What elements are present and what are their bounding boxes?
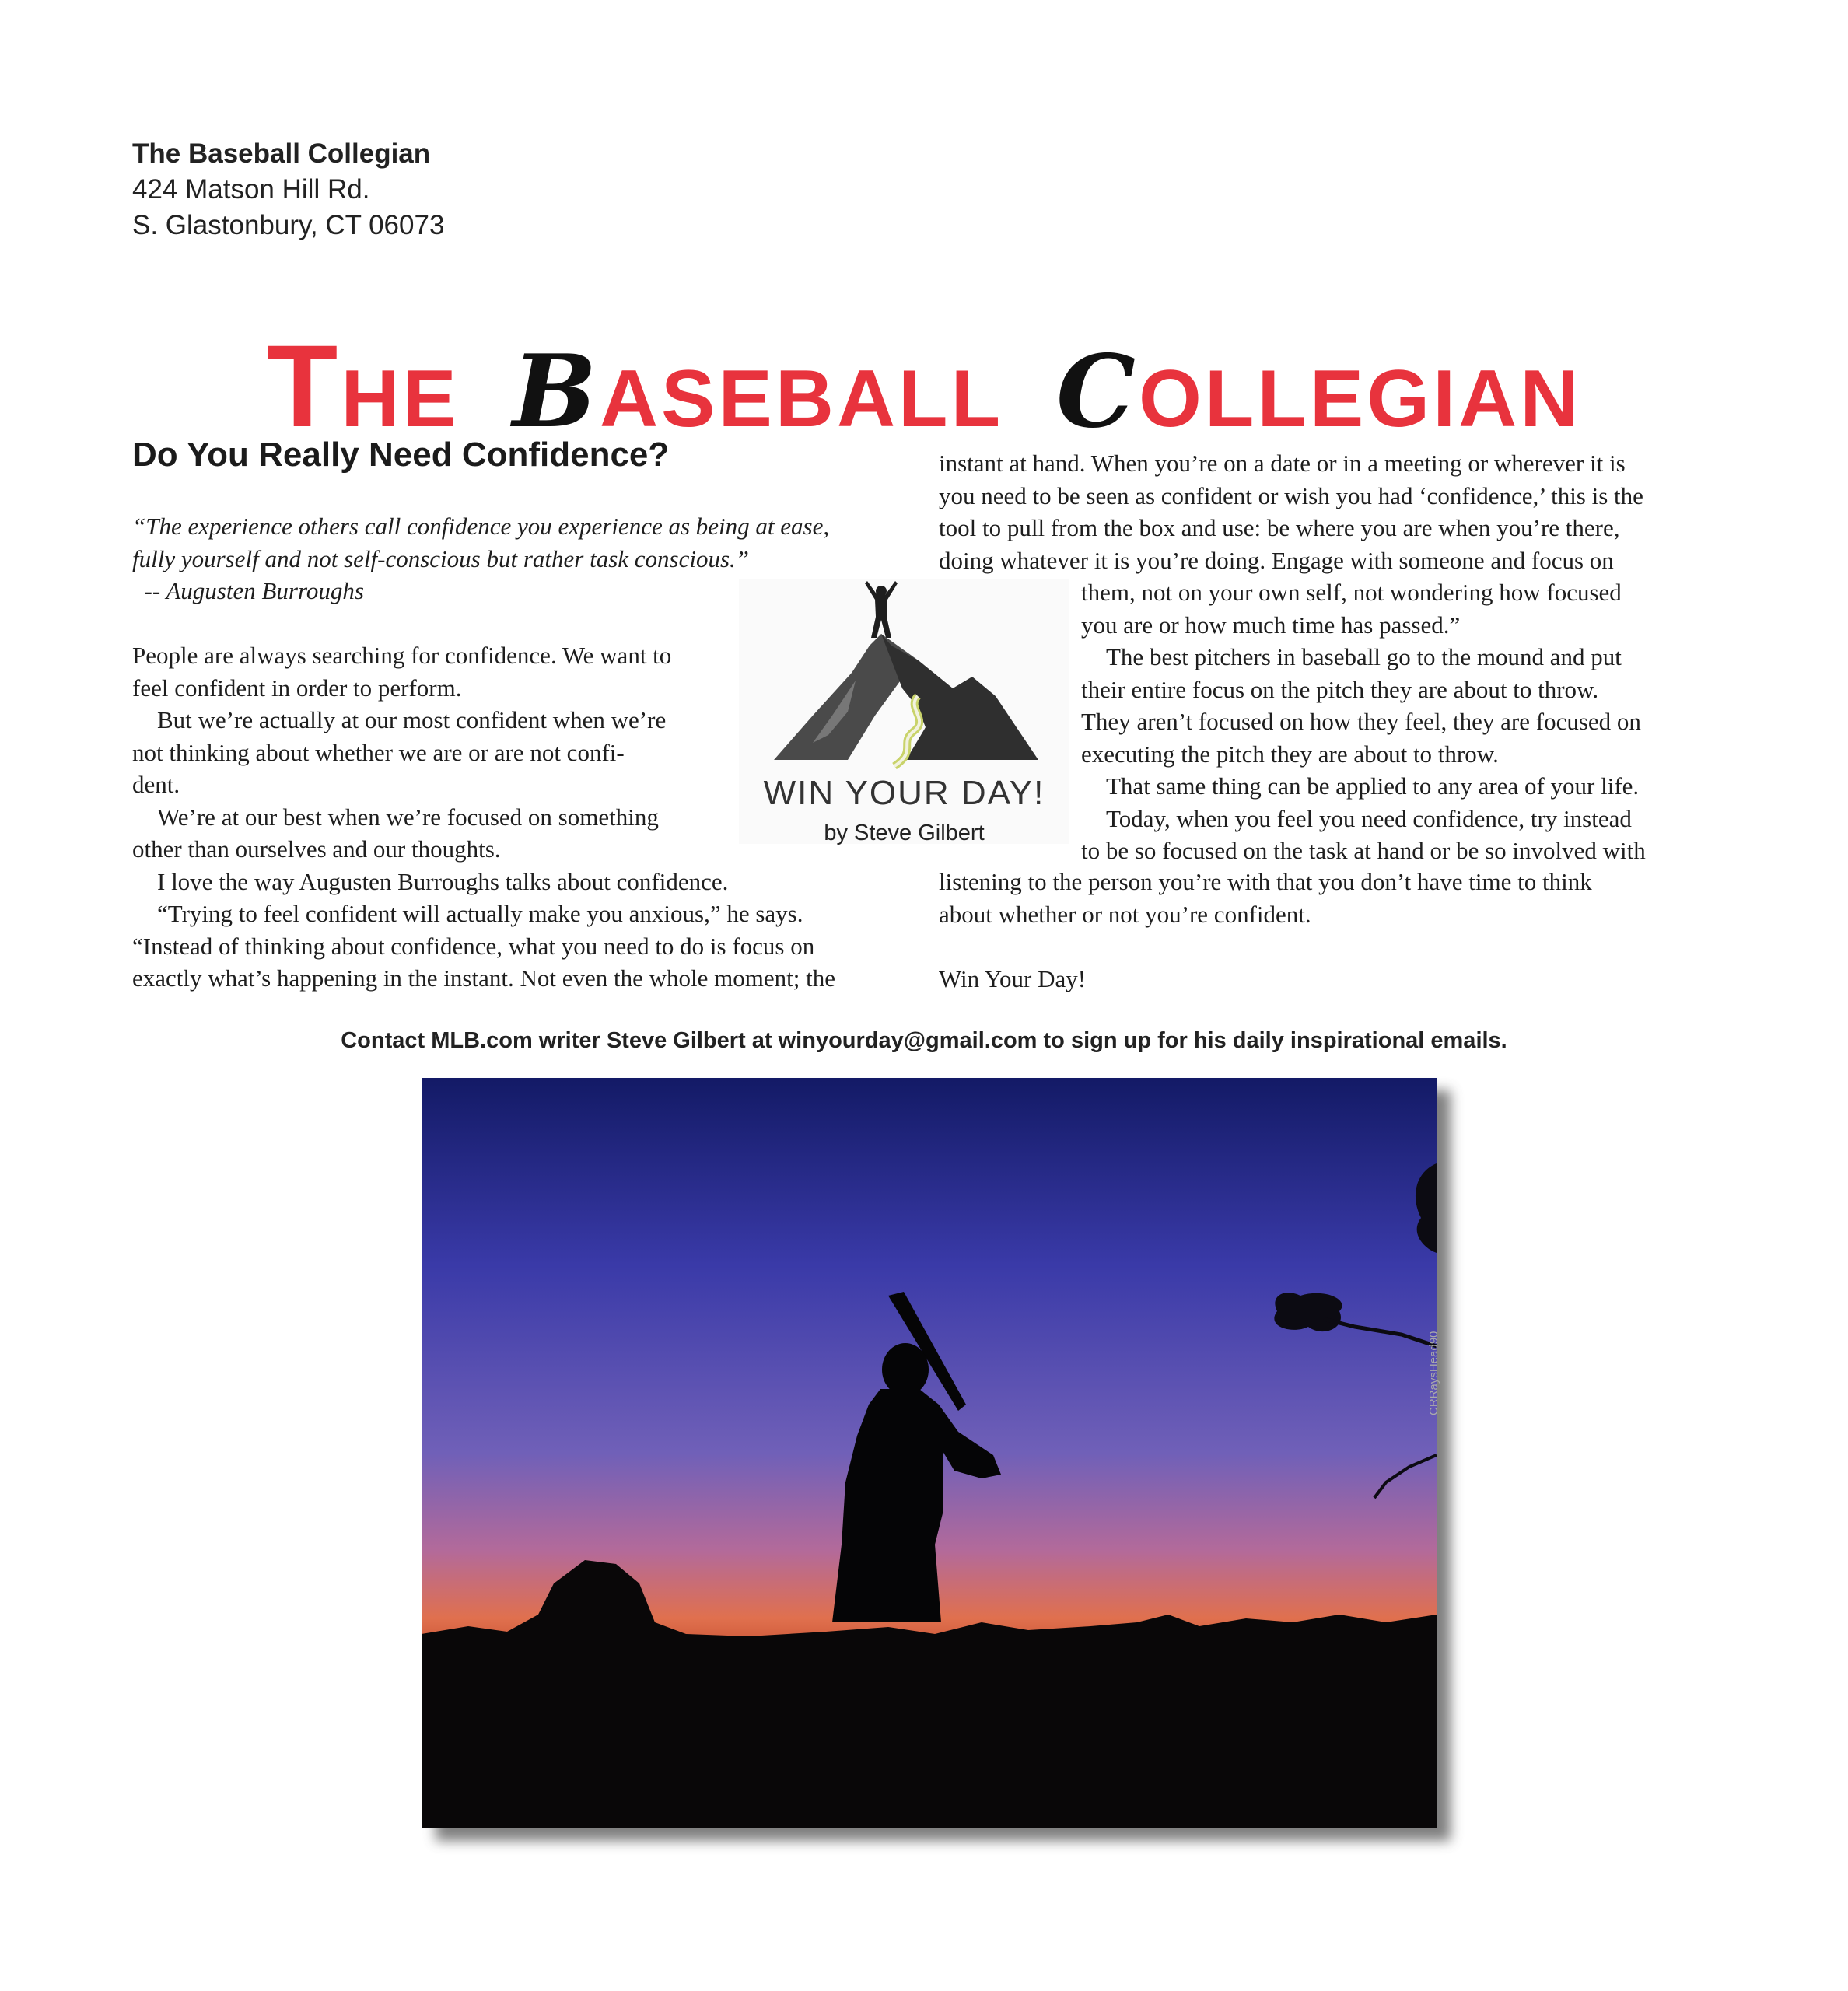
- return-address: [132, 136, 444, 243]
- body-line: tool to pull from the box and use: be where you are when you’re there,: [939, 514, 1620, 541]
- body-line: dent.: [132, 771, 180, 798]
- body-line: listening to the person you’re with that you don’t have time to think: [939, 868, 1592, 895]
- quote-attribution: -- Augusten Burroughs: [132, 577, 364, 604]
- masthead-word-the: THE: [266, 320, 460, 451]
- body-line: They aren’t focused on how they feel, they are focused on: [1081, 708, 1641, 735]
- body-line: not thinking about whether we are or are not confi-: [132, 738, 625, 766]
- batter-silhouette-photo: [422, 1078, 1437, 1828]
- body-line: other than ourselves and our thoughts.: [132, 835, 501, 863]
- body-line: them, not on your own self, not wondering how focused: [1081, 579, 1622, 606]
- sunset-batter-image: [422, 1078, 1437, 1828]
- body-line: That same thing can be applied to any area of your life.: [1106, 772, 1640, 800]
- body-line: their entire focus on the pitch they are about to throw.: [1081, 675, 1599, 703]
- body-column-right-wrap: [1081, 576, 1646, 867]
- epigraph-quote: [132, 510, 829, 607]
- win-your-day-logo: [739, 579, 1069, 844]
- article-signoff: Win Your Day!: [939, 964, 1087, 992]
- body-line: Today, when you feel you need confidence, try instead: [1106, 804, 1632, 832]
- city-state-zip: S. Glastonbury, CT 06073: [132, 210, 445, 240]
- body-column-right-top: [939, 447, 1643, 576]
- body-line: instant at hand. When you’re on a date or in a meeting or wherever it is: [939, 450, 1626, 477]
- mountain-icon: [739, 579, 1069, 774]
- body-line: executing the pitch they are about to throw.: [1081, 740, 1499, 768]
- body-line: “Trying to feel confident will actually make you anxious,” he says.: [157, 900, 803, 927]
- body-column-left: [132, 639, 835, 995]
- body-line: People are always searching for confidence. We want to: [132, 642, 672, 669]
- photo-credit: CRRaysHead90: [1427, 1331, 1440, 1415]
- body-line: But we’re actually at our most confident when we’re: [157, 706, 667, 733]
- body-line: doing whatever it is you’re doing. Engage with someone and focus on: [939, 546, 1614, 574]
- masthead-word-baseball: BASEBALL: [512, 334, 1004, 450]
- body-line: feel confident in order to perform.: [132, 674, 462, 702]
- quote-line: fully yourself and not self-conscious but rather task conscious.”: [132, 544, 750, 572]
- logo-brand-text: WIN YOUR DAY!: [763, 774, 1045, 812]
- body-line: to be so focused on the task at hand or be so involved with: [1081, 837, 1646, 864]
- body-line: you are or how much time has passed.”: [1081, 611, 1461, 639]
- body-line: We’re at our best when we’re focused on something: [157, 803, 659, 831]
- masthead-word-collegian: COLLEGIAN: [1056, 334, 1582, 450]
- body-column-right-bottom: [939, 866, 1592, 995]
- body-line: you need to be seen as confident or wish you had ‘confidence,’ this is the: [939, 481, 1643, 509]
- body-line: about whether or not you’re confident.: [939, 900, 1311, 928]
- publication-name: The Baseball Collegian: [132, 138, 431, 169]
- body-line: “Instead of thinking about confidence, what you need to do is focus on: [132, 932, 815, 960]
- masthead: [0, 319, 1848, 453]
- quote-line: “The experience others call confidence you experience as being at ease,: [132, 513, 830, 540]
- contact-line: Contact MLB.com writer Steve Gilbert at winyourday@gmail.com to sign up for his daily inspirational emails.: [341, 1028, 1507, 1053]
- body-line: exactly what’s happening in the instant. Not even the whole moment; the: [132, 964, 835, 992]
- article-headline: Do You Really Need Confidence?: [132, 436, 670, 474]
- street-address: 424 Matson Hill Rd.: [132, 174, 370, 205]
- logo-byline: by Steve Gilbert: [824, 821, 985, 845]
- body-line: I love the way Augusten Burroughs talks about confidence.: [157, 867, 729, 895]
- body-line: The best pitchers in baseball go to the mound and put: [1106, 643, 1622, 670]
